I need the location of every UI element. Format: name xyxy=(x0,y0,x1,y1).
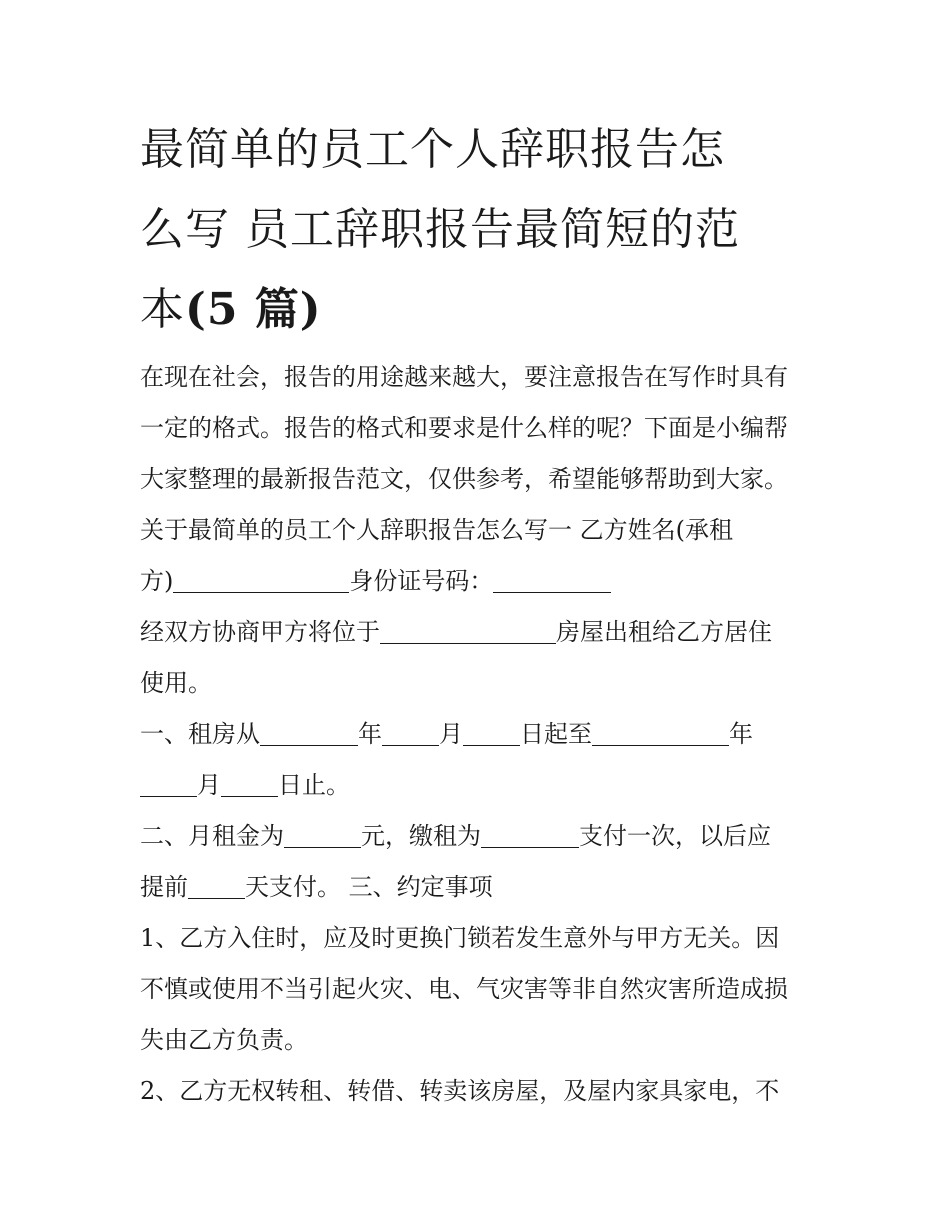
start-day-blank xyxy=(463,723,520,746)
start-month-blank xyxy=(382,723,439,746)
advance-payment-line xyxy=(140,862,830,913)
monthly-rent-blank xyxy=(284,825,361,848)
advance-days-blank xyxy=(188,876,245,899)
paragraph-line: 在现在社会，报告的用途越来越大，要注意报告在写作时具有 xyxy=(140,363,788,391)
text-fragment: 月 xyxy=(197,771,221,799)
location-blank xyxy=(380,621,556,644)
title-line-1: 最简单的员工个人辞职报告怎 xyxy=(140,124,725,175)
paragraph-line: 大家整理的最新报告范文，仅供参考，希望能够帮助到大家。 xyxy=(140,465,788,493)
paragraph-line: 一定的格式。报告的格式和要求是什么样的呢？下面是小编帮 xyxy=(140,414,788,442)
document-title xyxy=(140,110,820,350)
title-suffix: (5 篇) xyxy=(185,284,322,335)
text-fragment: 经双方协商甲方将位于 xyxy=(140,618,380,646)
location-line xyxy=(140,607,830,658)
text-fragment: 方) xyxy=(140,567,174,595)
text-fragment: 日起至 xyxy=(520,720,592,748)
paragraph-line: 1、乙方入住时，应及时更换门锁若发生意外与甲方无关。因 xyxy=(140,924,780,952)
text-fragment: 房屋出租给乙方居住 xyxy=(556,618,772,646)
text-fragment: 二、月租金为 xyxy=(140,822,284,850)
rental-period-end-line xyxy=(140,760,830,811)
end-month-blank xyxy=(140,774,197,797)
title-line-2: 么写 员工辞职报告最简短的范 xyxy=(140,204,740,255)
end-day-blank xyxy=(221,774,278,797)
text-fragment: 提前 xyxy=(140,873,188,901)
text-fragment: 元，缴租为 xyxy=(361,822,481,850)
text-fragment: 年 xyxy=(358,720,382,748)
tenant-name-blank xyxy=(173,570,349,593)
title-line-3-text: 本 xyxy=(140,284,185,335)
text-fragment: 身份证号码： xyxy=(349,567,494,595)
text-fragment: 支付一次，以后应 xyxy=(579,822,771,850)
text-fragment: 天支付。 三、约定事项 xyxy=(245,873,493,901)
paragraph-line: 关于最简单的员工个人辞职报告怎么写一 乙方姓名(承租 xyxy=(140,516,733,544)
paragraph-line: 不慎或使用不当引起火灾、电、气灾害等非自然灾害所造成损 xyxy=(140,975,788,1003)
rental-period-line xyxy=(140,709,830,760)
text-fragment: 一、租房从 xyxy=(140,720,260,748)
text-fragment: 月 xyxy=(439,720,463,748)
payment-period-blank xyxy=(481,825,579,848)
title-line-3 xyxy=(140,270,820,350)
document-body xyxy=(140,352,830,1117)
end-year-blank xyxy=(592,723,729,746)
paragraph-line: 使用。 xyxy=(140,669,212,697)
text-fragment: 日止。 xyxy=(278,771,350,799)
tenant-id-line xyxy=(140,556,830,607)
paragraph-line: 2、乙方无权转租、转借、转卖该房屋，及屋内家具家电，不 xyxy=(140,1077,780,1105)
rent-line xyxy=(140,811,830,862)
id-number-blank xyxy=(493,570,611,593)
start-year-blank xyxy=(260,723,358,746)
paragraph-line: 失由乙方负责。 xyxy=(140,1026,308,1054)
text-fragment: 年 xyxy=(729,720,753,748)
